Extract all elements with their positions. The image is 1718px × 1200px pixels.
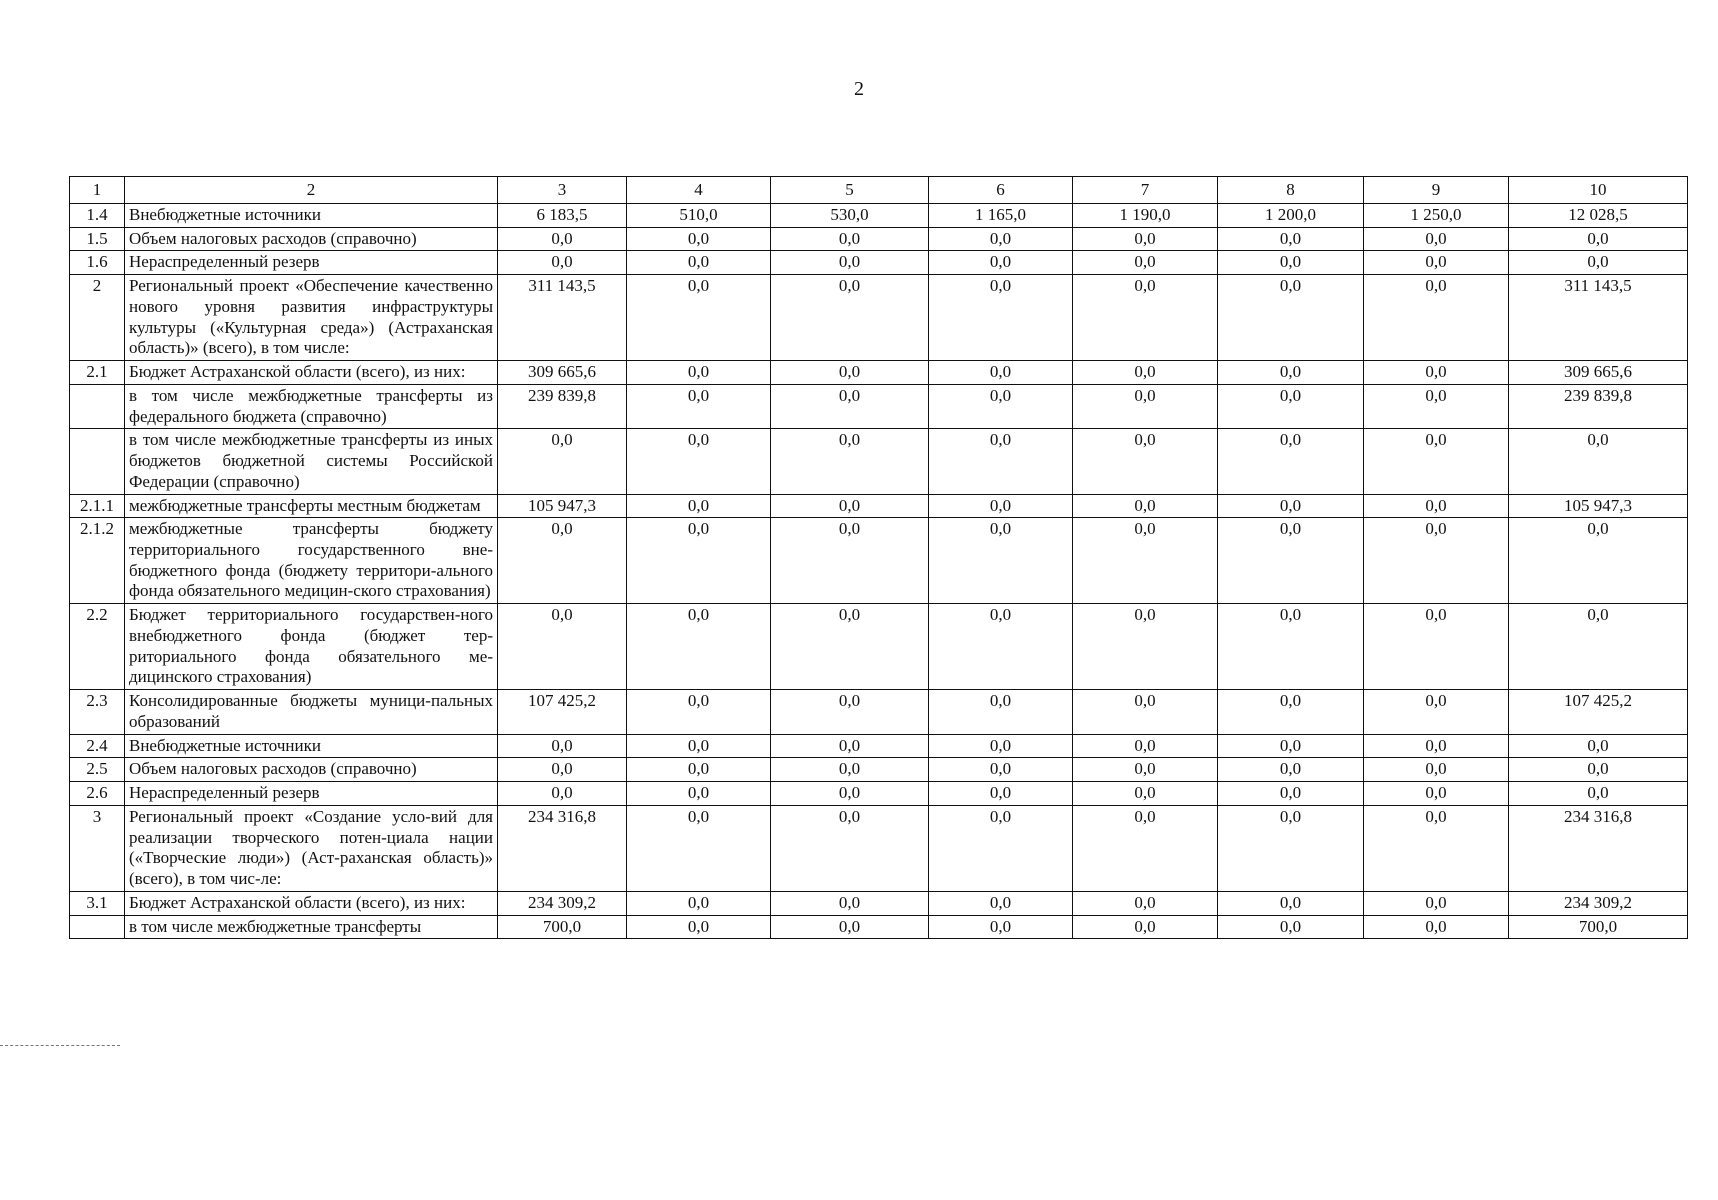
value-cell-col-10: 12 028,5 xyxy=(1509,204,1688,228)
value-cell-col-9: 0,0 xyxy=(1364,805,1509,891)
value-cell-col-7: 0,0 xyxy=(1073,227,1218,251)
column-header-3: 3 xyxy=(498,177,627,204)
table-row xyxy=(70,734,1688,758)
column-header-1: 1 xyxy=(70,177,125,204)
value-cell-col-10: 0,0 xyxy=(1509,782,1688,806)
value-cell-col-6: 0,0 xyxy=(929,915,1073,939)
row-name: в том числе межбюджетные трансферты xyxy=(125,915,498,939)
value-cell-col-7: 0,0 xyxy=(1073,429,1218,494)
value-cell-col-4: 0,0 xyxy=(627,758,771,782)
value-cell-col-10: 105 947,3 xyxy=(1509,494,1688,518)
row-number: 2.4 xyxy=(70,734,125,758)
table-row xyxy=(70,915,1688,939)
value-cell-col-4: 0,0 xyxy=(627,915,771,939)
value-cell-col-8: 0,0 xyxy=(1218,604,1364,690)
value-cell-col-8: 0,0 xyxy=(1218,891,1364,915)
value-cell-col-6: 0,0 xyxy=(929,494,1073,518)
value-cell-col-5: 0,0 xyxy=(771,429,929,494)
value-cell-col-5: 0,0 xyxy=(771,275,929,361)
row-number: 1.6 xyxy=(70,251,125,275)
value-cell-col-5: 0,0 xyxy=(771,690,929,734)
value-cell-col-4: 0,0 xyxy=(627,494,771,518)
value-cell-col-9: 0,0 xyxy=(1364,384,1509,428)
header-row xyxy=(70,177,1688,204)
row-name: Бюджет Астраханской области (всего), из них: xyxy=(125,891,498,915)
value-cell-col-7: 0,0 xyxy=(1073,690,1218,734)
value-cell-col-9: 0,0 xyxy=(1364,429,1509,494)
value-cell-col-10: 107 425,2 xyxy=(1509,690,1688,734)
value-cell-col-9: 0,0 xyxy=(1364,891,1509,915)
value-cell-col-5: 0,0 xyxy=(771,227,929,251)
value-cell-col-3: 0,0 xyxy=(498,227,627,251)
row-number: 2.1.1 xyxy=(70,494,125,518)
value-cell-col-3: 105 947,3 xyxy=(498,494,627,518)
row-name: Консолидированные бюджеты муници-пальных образований xyxy=(125,690,498,734)
table-row xyxy=(70,204,1688,228)
value-cell-col-6: 0,0 xyxy=(929,782,1073,806)
table-row xyxy=(70,429,1688,494)
row-name: Бюджет Астраханской области (всего), из них: xyxy=(125,361,498,385)
row-name: в том числе межбюджетные трансферты из федерального бюджета (справочно) xyxy=(125,384,498,428)
column-header-7: 7 xyxy=(1073,177,1218,204)
row-name: Объем налоговых расходов (справочно) xyxy=(125,227,498,251)
value-cell-col-3: 0,0 xyxy=(498,518,627,604)
value-cell-col-3: 6 183,5 xyxy=(498,204,627,228)
budget-table xyxy=(69,176,1688,939)
value-cell-col-9: 0,0 xyxy=(1364,227,1509,251)
row-name: Объем налоговых расходов (справочно) xyxy=(125,758,498,782)
table-row xyxy=(70,384,1688,428)
column-header-5: 5 xyxy=(771,177,929,204)
value-cell-col-3: 309 665,6 xyxy=(498,361,627,385)
value-cell-col-9: 0,0 xyxy=(1364,361,1509,385)
value-cell-col-6: 0,0 xyxy=(929,251,1073,275)
scan-dash-mark xyxy=(0,1045,120,1047)
table-row xyxy=(70,758,1688,782)
value-cell-col-4: 0,0 xyxy=(627,384,771,428)
value-cell-col-6: 0,0 xyxy=(929,429,1073,494)
value-cell-col-7: 0,0 xyxy=(1073,251,1218,275)
row-name: Внебюджетные источники xyxy=(125,204,498,228)
value-cell-col-7: 0,0 xyxy=(1073,361,1218,385)
value-cell-col-8: 0,0 xyxy=(1218,227,1364,251)
row-number: 2.3 xyxy=(70,690,125,734)
value-cell-col-4: 0,0 xyxy=(627,690,771,734)
value-cell-col-5: 0,0 xyxy=(771,251,929,275)
table-row xyxy=(70,782,1688,806)
value-cell-col-3: 0,0 xyxy=(498,251,627,275)
value-cell-col-9: 0,0 xyxy=(1364,734,1509,758)
row-name: Бюджет территориального государствен-ного внебюджетного фонда (бюджет тер-риториального фонда обязательного ме-дицинского страхования) xyxy=(125,604,498,690)
row-number: 3 xyxy=(70,805,125,891)
row-number xyxy=(70,429,125,494)
value-cell-col-10: 311 143,5 xyxy=(1509,275,1688,361)
table-row xyxy=(70,361,1688,385)
value-cell-col-3: 0,0 xyxy=(498,782,627,806)
value-cell-col-7: 0,0 xyxy=(1073,915,1218,939)
value-cell-col-5: 0,0 xyxy=(771,384,929,428)
row-name: Нераспределенный резерв xyxy=(125,782,498,806)
value-cell-col-4: 0,0 xyxy=(627,782,771,806)
column-header-4: 4 xyxy=(627,177,771,204)
value-cell-col-5: 0,0 xyxy=(771,361,929,385)
value-cell-col-5: 0,0 xyxy=(771,734,929,758)
value-cell-col-6: 0,0 xyxy=(929,361,1073,385)
column-header-2: 2 xyxy=(125,177,498,204)
value-cell-col-8: 0,0 xyxy=(1218,782,1364,806)
table-row xyxy=(70,690,1688,734)
table-row xyxy=(70,891,1688,915)
value-cell-col-8: 0,0 xyxy=(1218,690,1364,734)
value-cell-col-6: 0,0 xyxy=(929,518,1073,604)
value-cell-col-9: 0,0 xyxy=(1364,251,1509,275)
value-cell-col-10: 234 316,8 xyxy=(1509,805,1688,891)
value-cell-col-8: 0,0 xyxy=(1218,758,1364,782)
value-cell-col-8: 0,0 xyxy=(1218,518,1364,604)
value-cell-col-9: 0,0 xyxy=(1364,604,1509,690)
value-cell-col-3: 311 143,5 xyxy=(498,275,627,361)
value-cell-col-4: 0,0 xyxy=(627,275,771,361)
row-number: 3.1 xyxy=(70,891,125,915)
value-cell-col-8: 0,0 xyxy=(1218,275,1364,361)
value-cell-col-10: 234 309,2 xyxy=(1509,891,1688,915)
value-cell-col-4: 0,0 xyxy=(627,429,771,494)
value-cell-col-7: 0,0 xyxy=(1073,275,1218,361)
value-cell-col-5: 0,0 xyxy=(771,758,929,782)
row-number xyxy=(70,915,125,939)
value-cell-col-5: 0,0 xyxy=(771,805,929,891)
value-cell-col-7: 0,0 xyxy=(1073,604,1218,690)
value-cell-col-5: 0,0 xyxy=(771,915,929,939)
value-cell-col-4: 0,0 xyxy=(627,251,771,275)
table-row xyxy=(70,275,1688,361)
value-cell-col-9: 0,0 xyxy=(1364,782,1509,806)
value-cell-col-7: 0,0 xyxy=(1073,518,1218,604)
value-cell-col-9: 0,0 xyxy=(1364,275,1509,361)
value-cell-col-9: 0,0 xyxy=(1364,518,1509,604)
value-cell-col-7: 0,0 xyxy=(1073,734,1218,758)
row-name: Нераспределенный резерв xyxy=(125,251,498,275)
value-cell-col-3: 234 309,2 xyxy=(498,891,627,915)
value-cell-col-4: 0,0 xyxy=(627,604,771,690)
value-cell-col-10: 0,0 xyxy=(1509,429,1688,494)
table-body xyxy=(70,177,1688,939)
row-number: 2.6 xyxy=(70,782,125,806)
value-cell-col-6: 0,0 xyxy=(929,604,1073,690)
value-cell-col-6: 0,0 xyxy=(929,891,1073,915)
row-number: 2 xyxy=(70,275,125,361)
value-cell-col-10: 0,0 xyxy=(1509,758,1688,782)
value-cell-col-10: 700,0 xyxy=(1509,915,1688,939)
value-cell-col-6: 0,0 xyxy=(929,805,1073,891)
value-cell-col-9: 0,0 xyxy=(1364,915,1509,939)
table-row xyxy=(70,805,1688,891)
value-cell-col-4: 0,0 xyxy=(627,227,771,251)
value-cell-col-3: 0,0 xyxy=(498,429,627,494)
value-cell-col-5: 0,0 xyxy=(771,604,929,690)
value-cell-col-8: 0,0 xyxy=(1218,805,1364,891)
value-cell-col-3: 0,0 xyxy=(498,604,627,690)
value-cell-col-10: 239 839,8 xyxy=(1509,384,1688,428)
value-cell-col-5: 0,0 xyxy=(771,782,929,806)
value-cell-col-10: 0,0 xyxy=(1509,251,1688,275)
value-cell-col-6: 1 165,0 xyxy=(929,204,1073,228)
row-name: межбюджетные трансферты местным бюджетам xyxy=(125,494,498,518)
value-cell-col-9: 0,0 xyxy=(1364,758,1509,782)
value-cell-col-7: 0,0 xyxy=(1073,805,1218,891)
column-header-6: 6 xyxy=(929,177,1073,204)
table-row xyxy=(70,604,1688,690)
value-cell-col-7: 0,0 xyxy=(1073,384,1218,428)
value-cell-col-8: 0,0 xyxy=(1218,734,1364,758)
value-cell-col-5: 0,0 xyxy=(771,518,929,604)
value-cell-col-7: 0,0 xyxy=(1073,494,1218,518)
value-cell-col-5: 530,0 xyxy=(771,204,929,228)
value-cell-col-5: 0,0 xyxy=(771,891,929,915)
row-number: 2.1 xyxy=(70,361,125,385)
row-name: в том числе межбюджетные трансферты из иных бюджетов бюджетной системы Российской Федерации (справочно) xyxy=(125,429,498,494)
value-cell-col-3: 0,0 xyxy=(498,758,627,782)
value-cell-col-8: 1 200,0 xyxy=(1218,204,1364,228)
row-number: 2.5 xyxy=(70,758,125,782)
value-cell-col-8: 0,0 xyxy=(1218,251,1364,275)
value-cell-col-7: 0,0 xyxy=(1073,758,1218,782)
value-cell-col-8: 0,0 xyxy=(1218,429,1364,494)
column-header-10: 10 xyxy=(1509,177,1688,204)
row-number: 1.5 xyxy=(70,227,125,251)
value-cell-col-8: 0,0 xyxy=(1218,361,1364,385)
value-cell-col-4: 0,0 xyxy=(627,361,771,385)
value-cell-col-3: 107 425,2 xyxy=(498,690,627,734)
row-number: 2.1.2 xyxy=(70,518,125,604)
page-number: 2 xyxy=(854,78,864,100)
table-row xyxy=(70,518,1688,604)
value-cell-col-9: 0,0 xyxy=(1364,494,1509,518)
value-cell-col-6: 0,0 xyxy=(929,384,1073,428)
value-cell-col-10: 0,0 xyxy=(1509,227,1688,251)
row-number: 2.2 xyxy=(70,604,125,690)
value-cell-col-4: 0,0 xyxy=(627,734,771,758)
value-cell-col-7: 0,0 xyxy=(1073,891,1218,915)
row-name: Внебюджетные источники xyxy=(125,734,498,758)
value-cell-col-4: 0,0 xyxy=(627,891,771,915)
value-cell-col-5: 0,0 xyxy=(771,494,929,518)
value-cell-col-4: 510,0 xyxy=(627,204,771,228)
row-name: Региональный проект «Создание усло-вий для реализации творческого потен-циала нации («Творческие люди») (Аст-раханская область)» (всего), в том чис-ле: xyxy=(125,805,498,891)
value-cell-col-6: 0,0 xyxy=(929,758,1073,782)
value-cell-col-6: 0,0 xyxy=(929,227,1073,251)
column-header-9: 9 xyxy=(1364,177,1509,204)
value-cell-col-3: 0,0 xyxy=(498,734,627,758)
value-cell-col-8: 0,0 xyxy=(1218,915,1364,939)
value-cell-col-7: 1 190,0 xyxy=(1073,204,1218,228)
value-cell-col-6: 0,0 xyxy=(929,734,1073,758)
value-cell-col-10: 0,0 xyxy=(1509,604,1688,690)
value-cell-col-8: 0,0 xyxy=(1218,384,1364,428)
value-cell-col-3: 239 839,8 xyxy=(498,384,627,428)
value-cell-col-7: 0,0 xyxy=(1073,782,1218,806)
value-cell-col-6: 0,0 xyxy=(929,275,1073,361)
row-name: межбюджетные трансферты бюджету территориального государственного вне-бюджетного фонда (бюджету территори-ального фонда обязательного медицин-ского страхования) xyxy=(125,518,498,604)
value-cell-col-4: 0,0 xyxy=(627,518,771,604)
row-name: Региональный проект «Обеспечение качественно нового уровня развития инфраструктуры культуры («Культурная среда») (Астраханская область)» (всего), в том числе: xyxy=(125,275,498,361)
column-header-8: 8 xyxy=(1218,177,1364,204)
table-row xyxy=(70,494,1688,518)
table-row xyxy=(70,251,1688,275)
value-cell-col-3: 700,0 xyxy=(498,915,627,939)
value-cell-col-9: 0,0 xyxy=(1364,690,1509,734)
value-cell-col-10: 309 665,6 xyxy=(1509,361,1688,385)
value-cell-col-9: 1 250,0 xyxy=(1364,204,1509,228)
value-cell-col-3: 234 316,8 xyxy=(498,805,627,891)
value-cell-col-10: 0,0 xyxy=(1509,518,1688,604)
value-cell-col-8: 0,0 xyxy=(1218,494,1364,518)
table-row xyxy=(70,227,1688,251)
value-cell-col-10: 0,0 xyxy=(1509,734,1688,758)
row-number xyxy=(70,384,125,428)
row-number: 1.4 xyxy=(70,204,125,228)
value-cell-col-4: 0,0 xyxy=(627,805,771,891)
value-cell-col-6: 0,0 xyxy=(929,690,1073,734)
